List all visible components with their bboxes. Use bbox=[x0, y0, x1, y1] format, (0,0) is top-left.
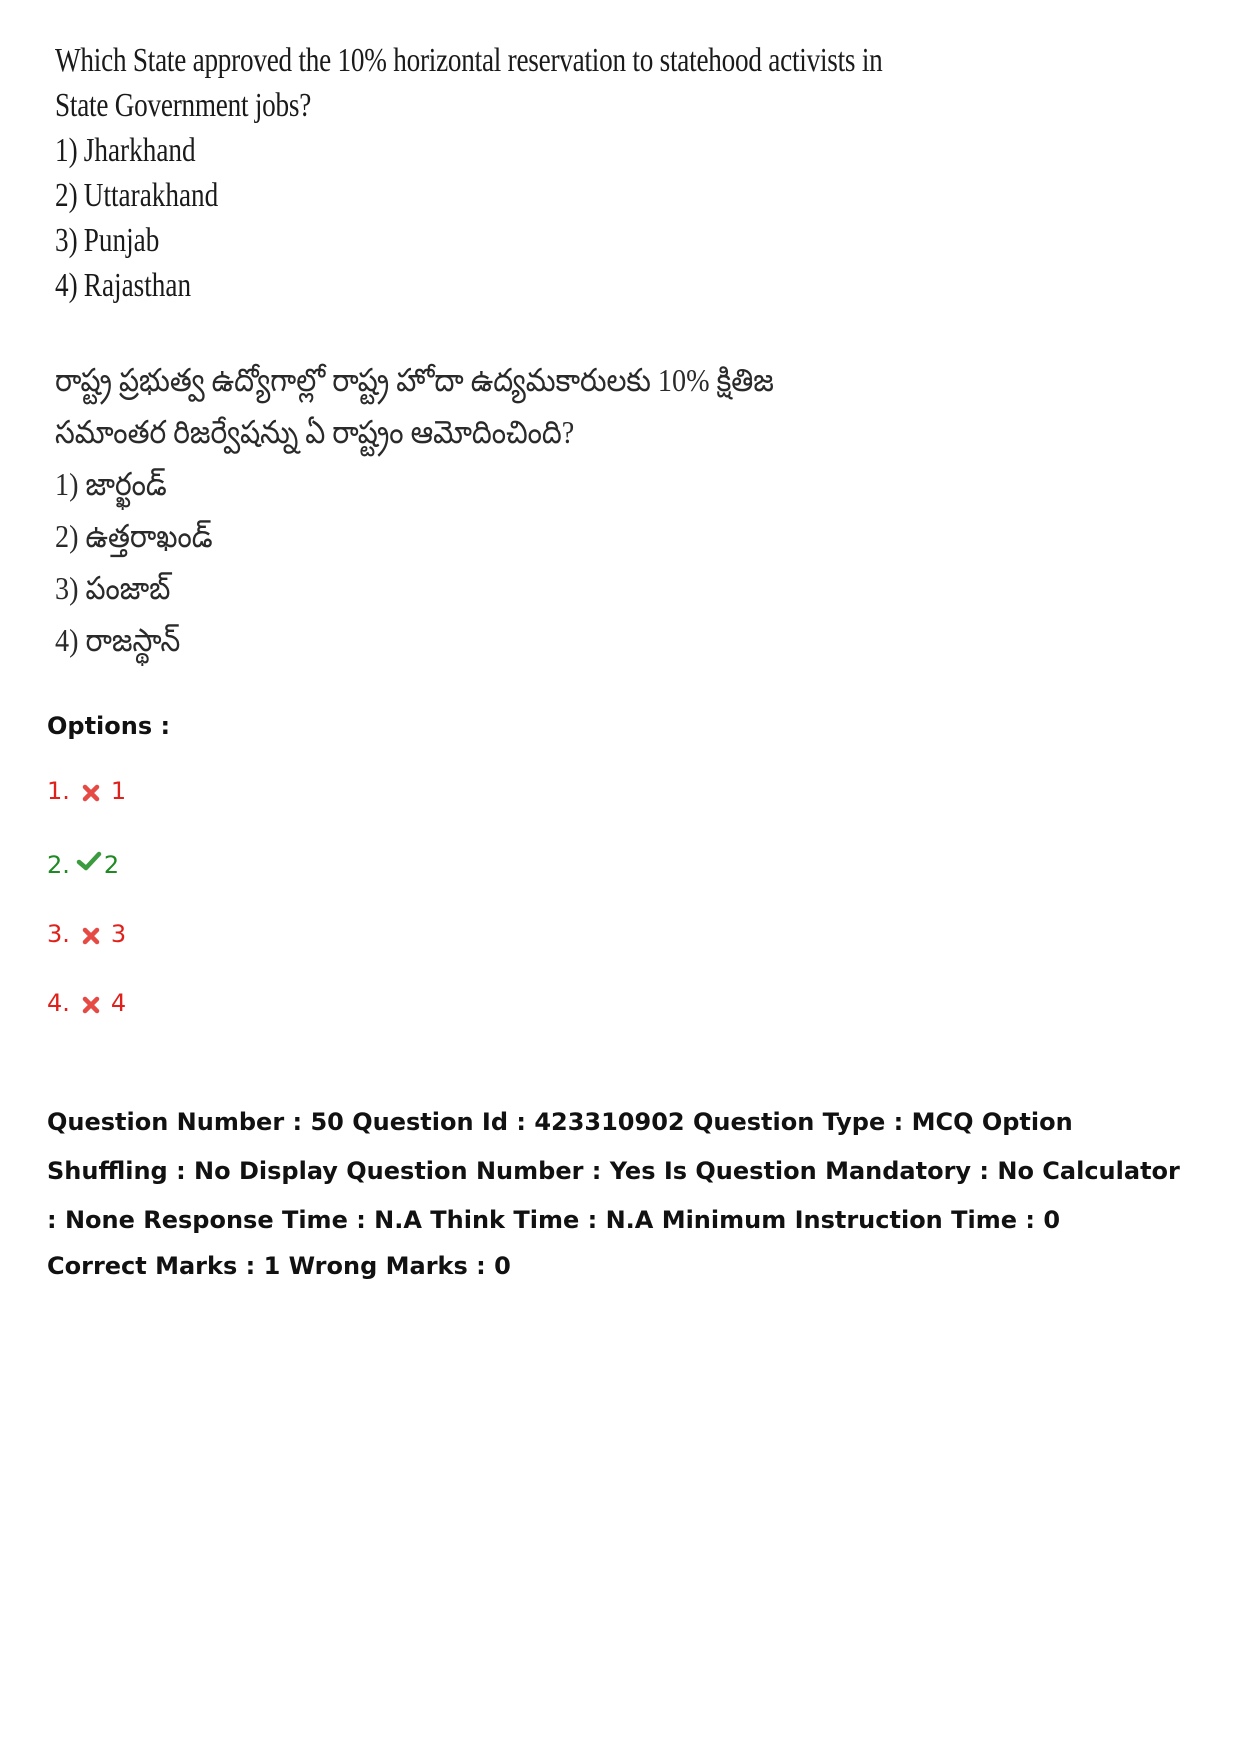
cross-icon bbox=[80, 994, 102, 1016]
answer-option-4 bbox=[47, 989, 126, 1017]
check-icon bbox=[76, 850, 98, 872]
answer-option-value: 4 bbox=[110, 989, 127, 1017]
cross-icon bbox=[80, 925, 102, 947]
question-option-english-3: 3) Punjab bbox=[55, 222, 160, 259]
cross-icon bbox=[80, 782, 102, 804]
answer-option-1 bbox=[47, 777, 126, 805]
marks-info: Correct Marks : 1 Wrong Marks : 0 bbox=[47, 1252, 511, 1280]
answer-option-2 bbox=[47, 851, 119, 879]
answer-option-value: 2 bbox=[103, 851, 120, 879]
question-telugu-text: రాష్ట్ర ప్రభుత్వ ఉద్యోగాల్లో రాష్ట్ర హోదా ఉద్యమకారులకు 10% క్షితిజ సమాంతర రిజర్వేషన్ను ఏ రాష్ట్రం ఆమోదించింది? bbox=[55, 362, 774, 450]
answer-option-number: 2. bbox=[47, 851, 70, 879]
question-option-telugu-3: 3) పంజాబ్ bbox=[55, 570, 171, 606]
question-option-telugu-4: 4) రాజస్థాన్ bbox=[55, 622, 181, 658]
question-option-english-4: 4) Rajasthan bbox=[55, 267, 192, 304]
question-option-english-2: 2) Uttarakhand bbox=[55, 177, 219, 214]
question-option-telugu-1: 1) జార్ఖండ్ bbox=[55, 466, 167, 502]
options-heading: Options : bbox=[47, 712, 171, 740]
question-image bbox=[55, 38, 955, 666]
question-option-telugu-2: 2) ఉత్తరాఖండ్ bbox=[55, 518, 213, 554]
answer-option-value: 3 bbox=[110, 920, 127, 948]
question-telugu bbox=[55, 354, 955, 666]
answer-option-number: 4. bbox=[47, 989, 70, 1017]
question-option-english-1: 1) Jharkhand bbox=[55, 132, 196, 169]
question-english bbox=[55, 38, 955, 308]
question-english-text: Which State approved the 10% horizontal reservation to statehood activists in State Government jobs? bbox=[55, 42, 883, 124]
answer-option-3 bbox=[47, 920, 126, 948]
answer-option-number: 1. bbox=[47, 777, 70, 805]
question-metadata: Question Number : 50 Question Id : 423310902 Question Type : MCQ Option Shuffling : No Display Question Number : Yes Is Question Mandatory : No Calculator : None Response Time : N.A Think Time : N.A Minimum Instruction Time : 0 bbox=[47, 1108, 1180, 1234]
answer-option-number: 3. bbox=[47, 920, 70, 948]
answer-option-value: 1 bbox=[110, 777, 127, 805]
